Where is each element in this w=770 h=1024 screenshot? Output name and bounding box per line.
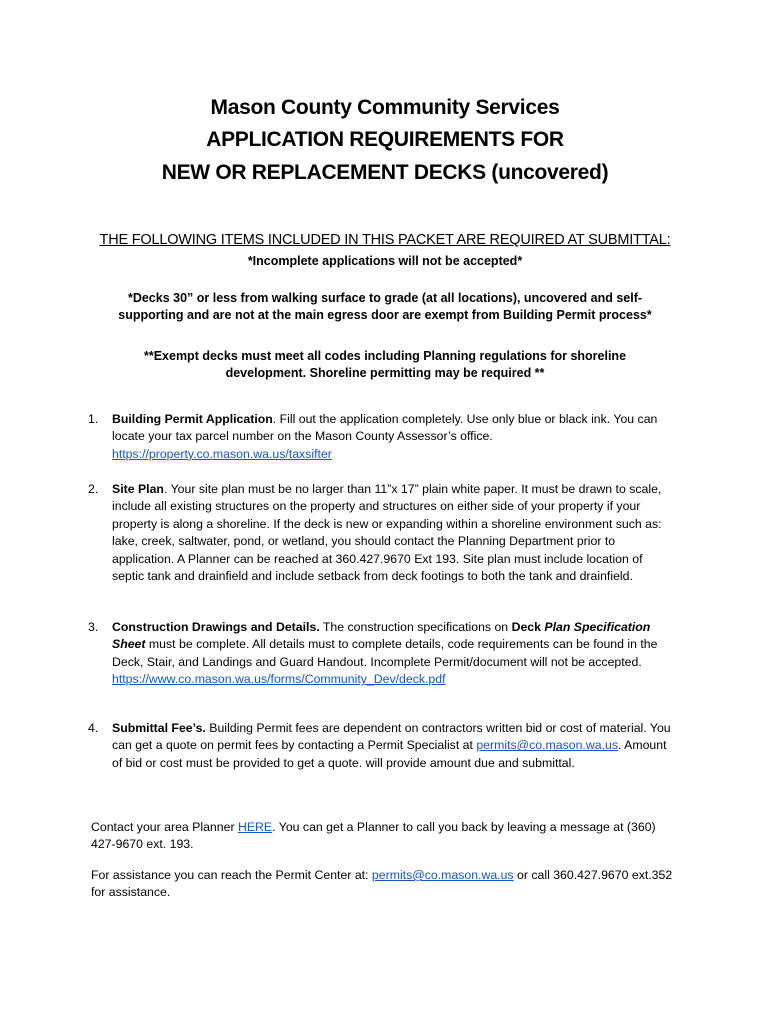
item-bold-text: Deck: [511, 620, 545, 634]
item-title: Building Permit Application: [112, 412, 273, 426]
item-title: Construction Drawings and Details.: [112, 620, 320, 634]
requirement-item-construction-drawings: [88, 619, 677, 689]
item-number: 3.: [88, 620, 99, 634]
item-number: 4.: [88, 721, 99, 735]
item-number: 2.: [88, 482, 99, 496]
incomplete-note: *Incomplete applications will not be accepted*: [247, 254, 523, 268]
permits-email-link[interactable]: permits@co.mason.wa.us: [476, 738, 618, 753]
decks-exempt-note-line2: supporting and are not at the main egress door are exempt from Building Permit process*: [118, 308, 652, 322]
contact-text-continued: . You can get a Planner to call you back by leaving a message at (360) 427-9670 ext. 193.: [91, 820, 656, 852]
assistance-text: For assistance you can reach the Permit Center at:: [91, 868, 372, 882]
requirement-item-building-permit: [88, 411, 677, 463]
contact-text: Contact your area Planner: [91, 820, 238, 834]
requirement-item-site-plan: [88, 481, 677, 585]
deck-pdf-link[interactable]: https://www.co.mason.wa.us/forms/Community_Dev/deck.pdf: [112, 672, 446, 687]
assistance-text-continued: or call 360.427.9670 ext.352 for assistance.: [91, 868, 673, 900]
shoreline-note-line2: development. Shoreline permitting may be required **: [225, 366, 545, 380]
item-text: The construction specifications on: [319, 620, 512, 634]
item-text: Building Permit fees are dependent on contractors written bid or cost of material. You can get a quote on permit fees by contacting a Permit Specialist at: [112, 721, 671, 753]
item-bold-italic-text: Plan Specification Sheet: [112, 620, 651, 652]
section-heading: THE FOLLOWING ITEMS INCLUDED IN THIS PACKET ARE REQUIRED AT SUBMITTAL:: [99, 232, 671, 248]
item-text: . Fill out the application completely. Use only blue or black ink. You can locate your tax parcel number on the Mason County Assessor’s office.: [112, 412, 658, 444]
item-text: . Your site plan must be no larger than 11”x 17” plain white paper. It must be drawn to scale, include all existing structures on the property and structures on either side of your property if your property is along a shoreline. If the deck is new or expanding within a shoreline environment such as: lake, creek, saltwater, pond, or wetland, you should contact the Planning Department prior to application. A Planner can be reached at 360.427.9670 Ext 193. Site plan must include location of septic tank and drainfield and include setback from deck footings to both the tank and drainfield.: [112, 482, 662, 584]
decks-exempt-note: [60, 290, 710, 324]
planner-here-link[interactable]: HERE: [237, 820, 273, 834]
item-title: Site Plan: [112, 482, 164, 496]
document-title-line2: APPLICATION REQUIREMENTS FOR: [206, 128, 564, 151]
document-title-line1: Mason County Community Services: [210, 96, 560, 119]
requirement-item-submittal-fees: [88, 720, 677, 772]
item-number: 1.: [88, 412, 99, 426]
shoreline-note: [60, 348, 710, 382]
item-text-continued: must be complete. All details must to complete details, code requirements can be found in the Deck, Stair, and Landings and Guard Handout. Incomplete Permit/document will not be accepted.: [112, 637, 658, 669]
item-text-continued: . Amount of bid or cost must be provided to get a quote. will provide amount due and submittal.: [112, 738, 667, 770]
decks-exempt-note-line1: *Decks 30” or less from walking surface to grade (at all locations), uncovered and self-: [127, 291, 643, 305]
taxsifter-link[interactable]: https://property.co.mason.wa.us/taxsifter: [112, 446, 332, 461]
permit-center-email-link[interactable]: permits@co.mason.wa.us: [371, 868, 514, 882]
contact-planner-paragraph: [91, 819, 681, 854]
shoreline-note-line1: **Exempt decks must meet all codes including Planning regulations for shoreline: [143, 349, 627, 363]
assistance-paragraph: [91, 867, 681, 902]
document-title-line3: NEW OR REPLACEMENT DECKS (uncovered): [161, 161, 609, 184]
item-title: Submittal Fee’s.: [112, 721, 206, 735]
